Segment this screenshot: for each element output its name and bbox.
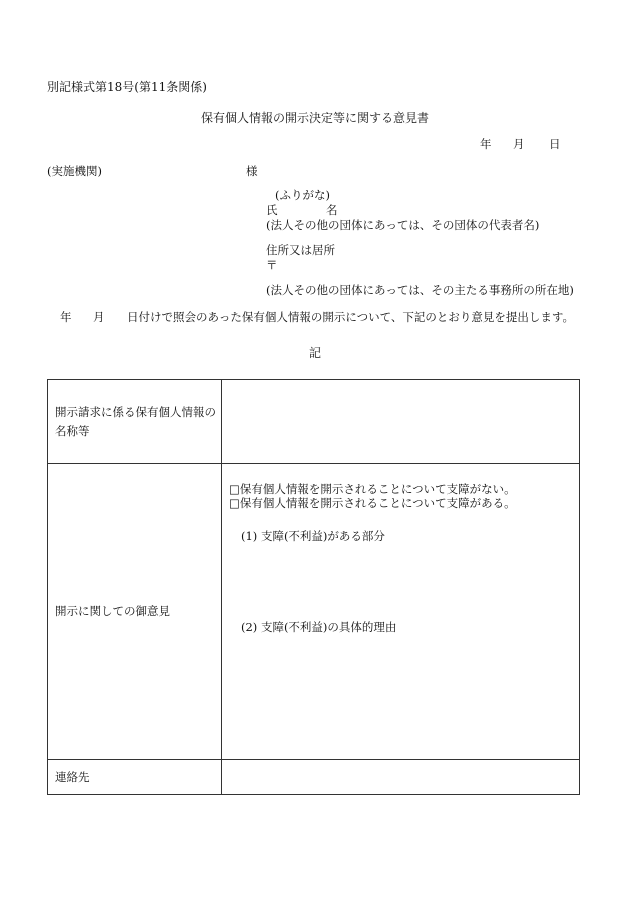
implementing-agency-label: (実施機関) xyxy=(47,164,102,178)
honorific-sama: 様 xyxy=(246,164,258,178)
opinion-value-cell xyxy=(222,464,580,760)
issue-part-heading: (1) 支障(不利益)がある部分 xyxy=(241,529,385,543)
contact-label: 連絡先 xyxy=(55,769,90,784)
option-issue-checkbox: □保有個人情報を開示されることについて支障がある。 xyxy=(229,496,516,510)
info-name-label-cell xyxy=(48,380,222,464)
statement-year-label: 年 xyxy=(60,310,72,324)
contact-label-cell xyxy=(48,760,222,795)
statement-month-label: 月 xyxy=(93,310,105,324)
contact-value-cell xyxy=(222,760,580,795)
representative-note: (法人その他の団体にあっては、その団体の代表者名) xyxy=(266,218,540,232)
table-row xyxy=(48,380,580,464)
issue-reason-heading: (2) 支障(不利益)の具体的理由 xyxy=(241,620,397,634)
name-label-shi: 氏 xyxy=(266,203,278,217)
furigana-label: (ふりがな) xyxy=(275,188,330,202)
info-name-label: 開示請求に係る保有個人情報の名称等 xyxy=(55,405,216,438)
info-name-value-cell xyxy=(222,380,580,464)
address-note: (法人その他の団体にあっては、その主たる事務所の所在地) xyxy=(266,283,574,297)
document-title: 保有個人情報の開示決定等に関する意見書 xyxy=(200,111,429,125)
ki-heading: 記 xyxy=(308,346,321,360)
address-label: 住所又は居所 xyxy=(266,243,335,257)
date-year-label: 年 xyxy=(480,137,492,151)
opinion-label-cell xyxy=(48,464,222,760)
table-row xyxy=(48,464,580,760)
name-label-mei: 名 xyxy=(326,203,338,217)
option-no-issue-checkbox: □保有個人情報を開示されることについて支障がない。 xyxy=(229,482,516,496)
opinion-label: 開示に関しての御意見 xyxy=(55,604,170,619)
date-month-label: 月 xyxy=(513,137,525,151)
statement-text: 日付けで照会のあった保有個人情報の開示について、下記のとおり意見を提出します。 xyxy=(127,310,575,324)
form-number: 別記様式第18号(第11条関係) xyxy=(47,80,207,94)
date-day-label: 日 xyxy=(549,137,561,151)
opinion-form-table xyxy=(47,379,580,795)
table-row xyxy=(48,760,580,795)
postal-mark: 〒 xyxy=(266,258,278,272)
